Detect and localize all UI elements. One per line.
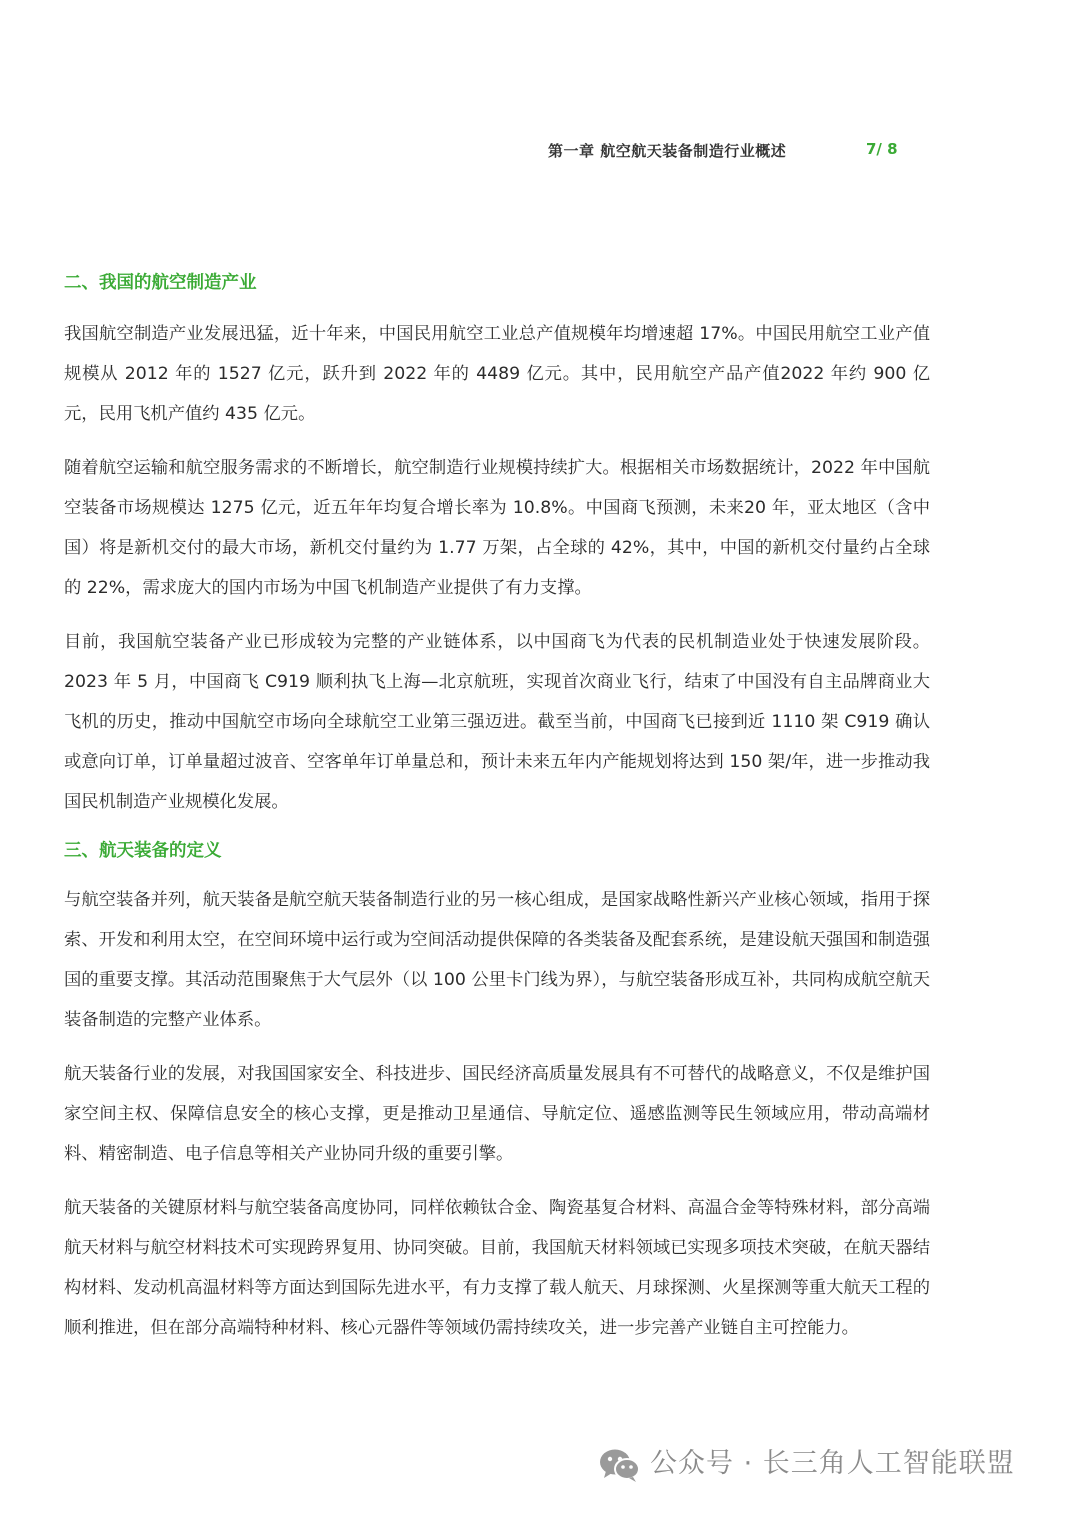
page-header (548, 140, 908, 166)
wechat-icon (598, 1447, 642, 1483)
main-content (64, 268, 930, 1348)
section-heading-space-equipment: 三、航天装备的定义 (64, 841, 222, 861)
paragraph: 我国航空制造产业发展迅猛，近十年来，中国民用航空工业总产值规模年均增速超 17%。中国民用航空工业产值规模从 2012 年的 1527 亿元，跃升到 2022 年的 4489 亿元。其中，民用航空产品产值2022 年约 900 亿元，民用飞机产值约 435 亿元。 (64, 324, 930, 424)
paragraph: 与航空装备并列，航天装备是航空航天装备制造行业的另一核心组成，是国家战略性新兴产业核心领域，指用于探索、开发和利用太空，在空间环境中运行或为空间活动提供保障的各类装备及配套系统，是建设航天强国和制造强国的重要支撑。其活动范围聚焦于大气层外（以 100 公里卡门线为界），与航空装备形成互补，共同构成航空航天装备制造的完整产业体系。 (64, 890, 930, 1030)
watermark (598, 1444, 1058, 1484)
chapter-title: 第一章 航空航天装备制造行业概述 (548, 142, 787, 160)
section-heading-aviation-industry: 二、我国的航空制造产业 (64, 273, 257, 293)
paragraph: 随着航空运输和航空服务需求的不断增长，航空制造行业规模持续扩大。根据相关市场数据统计，2022 年中国航空装备市场规模达 1275 亿元，近五年年均复合增长率为 10.8%。中国商飞预测，未来20 年，亚太地区（含中国）将是新机交付的最大市场，新机交付量约为 1.77 万架，占全球的 42%，其中，中国的新机交付量约占全球的 22%，需求庞大的国内市场为中国飞机制造产业提供了有力支撑。 (64, 458, 930, 598)
watermark-text: 公众号 · 长三角人工智能联盟 (650, 1448, 1015, 1479)
paragraph: 航天装备行业的发展，对我国国家安全、科技进步、国民经济高质量发展具有不可替代的战略意义，不仅是维护国家空间主权、保障信息安全的核心支撑，更是推动卫星通信、导航定位、遥感监测等民生领域应用，带动高端材料、精密制造、电子信息等相关产业协同升级的重要引擎。 (64, 1064, 930, 1164)
page-number: 7/ 8 (866, 140, 898, 158)
paragraph: 航天装备的关键原材料与航空装备高度协同，同样依赖钛合金、陶瓷基复合材料、高温合金等特殊材料，部分高端航天材料与航空材料技术可实现跨界复用、协同突破。目前，我国航天材料领域已实现多项技术突破，在航天器结构材料、发动机高温材料等方面达到国际先进水平，有力支撑了载人航天、月球探测、火星探测等重大航天工程的顺利推进，但在部分高端特种材料、核心元器件等领域仍需持续攻关，进一步完善产业链自主可控能力。 (64, 1198, 930, 1338)
paragraph: 目前，我国航空装备产业已形成较为完整的产业链体系，以中国商飞为代表的民机制造业处于快速发展阶段。2023 年 5 月，中国商飞 C919 顺利执飞上海—北京航班，实现首次商业飞行，结束了中国没有自主品牌商业大飞机的历史，推动中国航空市场向全球航空工业第三强迈进。截至当前，中国商飞已接到近 1110 架 C919 确认或意向订单，订单量超过波音、空客单年订单量总和，预计未来五年内产能规划将达到 150 架/年，进一步推动我国民机制造产业规模化发展。 (64, 632, 930, 812)
